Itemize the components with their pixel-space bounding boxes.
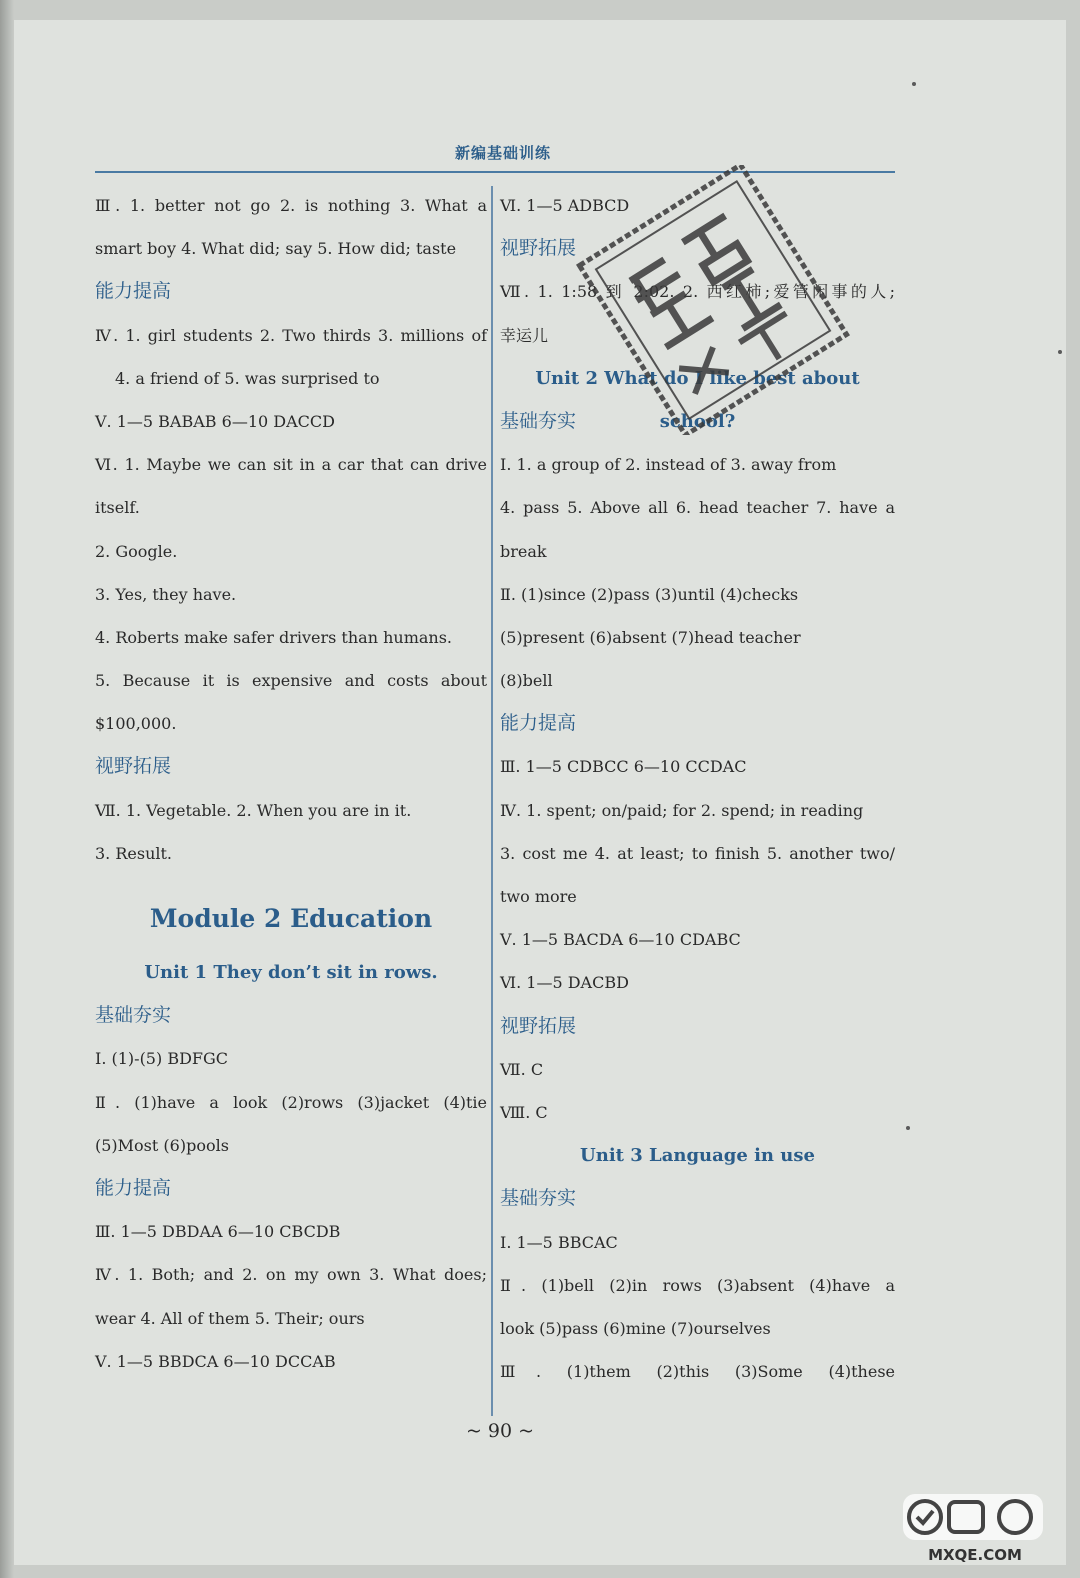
section-heading: 能力提高 [95,280,172,303]
section-heading: 视野拓展 [500,237,577,260]
header-title: 新编基础训练 [454,144,551,162]
module-title: Module 2 Education [149,904,433,933]
answer-line: 3. Result. [95,843,173,863]
answer-line: Ⅴ. 1—5 BABAB 6—10 DACCD [95,411,335,431]
school-seal-stamp-icon [548,165,878,435]
answer-line: 4. a friend of 5. was surprised to [115,368,380,388]
unit-title: Unit 1 They don’t sit in rows. [144,962,438,983]
answer-line: Ⅲ. 1—5 CDBCC 6—10 CCDAC [500,757,747,777]
answer-line: Ⅷ. C [500,1102,548,1122]
answer-line: Ⅱ. (1)bell (2)in rows (3)absent (4)have a [500,1275,895,1295]
scan-speck [912,82,916,86]
answer-line: Ⅳ. 1. Both; and 2. on my own 3. What does; [95,1265,487,1285]
scan-speck [1058,350,1062,354]
section-heading: 基础夯实 [95,1004,172,1027]
page-number: ~ 90 ~ [465,1420,535,1442]
section-heading: 基础夯实 [500,409,577,432]
answer-line: $100,000. [95,714,177,734]
left-column [95,184,487,1383]
answer-line: 3. cost me 4. at least; to finish 5. another two/ [500,843,895,863]
answer-line: Ⅱ. (1)since (2)pass (3)until (4)checks [500,584,799,604]
unit-title: Unit 2 What do I like best about school? [535,367,860,432]
answer-line: (5)Most (6)pools [95,1135,229,1155]
answer-line: (8)bell [500,671,553,691]
answer-line: Ⅲ. (1)them (2)this (3)Some (4)these [500,1362,895,1382]
answer-line: Ⅰ. 1. a group of 2. instead of 3. away from [500,455,837,475]
answer-line: Ⅳ. 1. girl students 2. Two thirds 3. millions of [95,325,487,345]
answer-line: Ⅲ. 1. better not go 2. is nothing 3. What a [95,196,487,215]
section-heading: 视野拓展 [500,1014,577,1037]
answer-line: (5)present (6)absent (7)head teacher [500,627,801,647]
answer-line: Ⅴ. 1—5 BBDCA 6—10 DCCAB [95,1351,336,1371]
answer-line: Ⅴ. 1—5 BACDA 6—10 CDABC [500,930,741,950]
answer-line: 3. Yes, they have. [95,584,237,604]
section-heading: 基础夯实 [500,1187,577,1210]
answer-line: Ⅵ. 1. Maybe we can sit in a car that can drive [95,455,487,475]
watermark-text: MXQE.COM [928,1546,1022,1564]
answer-line: Ⅶ. 1. Vegetable. 2. When you are in it. [95,800,412,820]
scan-edge-shadow [0,0,14,1578]
answer-line: break [500,541,547,561]
answer-line: two more [500,887,577,906]
answer-line: Ⅶ. C [500,1059,544,1079]
answer-line: Ⅵ. 1—5 ADBCD [500,196,630,215]
column-divider [491,186,493,1416]
answer-line: Ⅶ. 1. 1:58 到 2:02. 2. 西红柿;爱管闲事的人; [500,282,895,302]
section-heading: 能力提高 [500,712,577,735]
answer-line: look (5)pass (6)mine (7)ourselves [500,1318,771,1338]
answer-line: Ⅰ. 1—5 BBCAC [500,1232,618,1252]
answer-line: 5. Because it is expensive and costs about [95,671,487,691]
answer-line: 4. pass 5. Above all 6. head teacher 7. have a [500,498,895,518]
answer-line: 幸运儿 [500,325,549,345]
answer-line: wear 4. All of them 5. Their; ours [95,1308,365,1328]
answer-line: 2. Google. [95,541,178,561]
answer-line: 4. Roberts make safer drivers than humans. [95,627,452,647]
answer-line: Ⅰ. (1)-(5) BDFGC [95,1049,229,1069]
answer-line: Ⅳ. 1. spent; on/paid; for 2. spend; in reading [500,800,864,820]
section-heading: 能力提高 [95,1176,172,1199]
answer-line: Ⅵ. 1—5 DACBD [500,973,629,993]
scan-speck [906,1126,910,1130]
section-heading: 视野拓展 [95,755,172,778]
answer-line: smart boy 4. What did; say 5. How did; taste [95,239,457,259]
answer-line: Ⅱ. (1)have a look (2)rows (3)jacket (4)tie [95,1092,487,1112]
mxqe-watermark-logo [895,1490,1055,1570]
unit-title: Unit 3 Language in use [580,1145,815,1167]
answer-line: itself. [95,498,140,518]
answer-line: Ⅲ. 1—5 DBDAA 6—10 CBCDB [95,1222,341,1242]
